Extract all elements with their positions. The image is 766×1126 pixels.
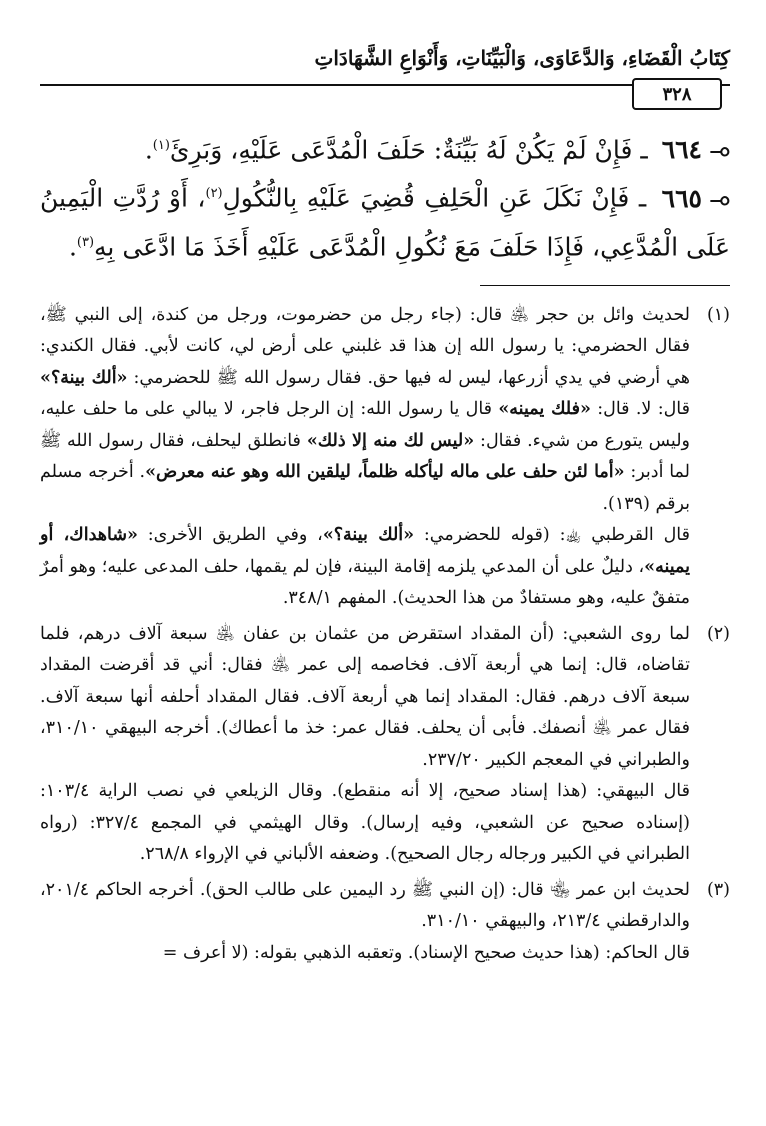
main-text xyxy=(40,124,730,269)
footnote-divider xyxy=(480,285,730,286)
book-page xyxy=(40,40,730,1100)
footnote-body xyxy=(40,619,690,871)
entry-number: ٦٦٤ xyxy=(661,135,702,165)
page-header xyxy=(40,40,730,110)
footnote-paragraph: قال الحاكم: (هذا حديث صحيح الإسناد). وتعقبه الذهبي بقوله: (لا أعرف = xyxy=(162,942,690,963)
entry-marker-icon: ⟜ xyxy=(709,135,730,165)
footnote-body xyxy=(40,875,690,970)
entry-tail: . xyxy=(68,231,77,261)
footnote-text: . أخرجه مسلم برقم (١٣٩). xyxy=(40,462,690,514)
footnote-number: (١) xyxy=(706,304,730,325)
entry-665 xyxy=(40,172,730,269)
footnote-quote: «ليس لك منه إلا ذلك» xyxy=(306,430,475,451)
entry-664 xyxy=(40,124,730,172)
footnote-1 xyxy=(40,300,730,615)
footnote-quote: «فلك يمينه» xyxy=(498,399,591,420)
page-number-box xyxy=(632,78,722,110)
footnote-ref: (٢) xyxy=(205,186,223,202)
entry-marker-icon: ⟜ xyxy=(709,183,730,213)
footnote-paragraph: قال البيهقي: (هذا إسناد صحيح، إلا أنه منقطع). وقال الزيلعي في نصب الراية ١٠٣/٤: (إسناده صحيح عن الشعبي، وفيه إرسال). وقال الهيثمي في المجمع ٣٢٧/٤: (رواه الطبراني في الكبير ورجاله رجال الصحيح). وضعفه الألباني في الإرواء ٢٦٨/٨. xyxy=(40,781,690,865)
entry-text: ـ فَإِنْ نَكَلَ عَنِ الْحَلِفِ قُضِيَ عَلَيْهِ بِالنُّكُولِ xyxy=(222,183,647,213)
entry-text: ـ فَإِنْ لَمْ يَكُنْ لَهُ بَيِّنَةٌ: حَلَفَ الْمُدَّعَى عَلَيْهِ، وَبَرِئَ xyxy=(169,135,648,165)
footnote-quote: «ألك بينة؟» xyxy=(40,367,128,388)
footnote-quote: «أما لئن حلف على ماله ليأكله ظلماً، ليلقين الله وهو عنه معرض» xyxy=(145,462,625,483)
footnote-quote: «شاهداك، أو يمينه» xyxy=(40,525,690,577)
footnote-ref: (٣) xyxy=(76,234,95,250)
footnote-paragraph: لما روى الشعبي: (أن المقداد استقرض من عثمان بن عفان ﵁ سبعة آلاف درهم، فلما تقاضاه، قال: إنما هي أربعة آلاف. فخاصمه إلى عمر ﵁ فقال: أني قد أقرضت المقداد سبعة آلاف درهم. فقال: المقداد إنما هي أربعة آلاف. فقال المقداد أحلفه أنها سبعة آلاف. فقال عمر ﵁ أنصفك. فأبى أن يحلف. فقال عمر: خذ ما أعطاك). أخرجه البيهقي ٣١٠/١٠، والطبراني في المعجم الكبير ٢٣٧/٢٠. xyxy=(40,623,690,770)
entry-text: ، أَوْ رُدَّتِ الْيَمِينُ عَلَى الْمُدَّعِي، فَإِذَا حَلَفَ مَعَ نُكُولِ الْمُدَّعَى عَلَيْهِ أَخَذَ مَا ادَّعَى بِهِ xyxy=(40,183,730,261)
footnote-3 xyxy=(40,875,730,970)
footnote-text: قال القرطبي ﵀: (قوله للحضرمي: xyxy=(414,525,690,546)
footnote-text: ، دليلٌ على أن المدعي يلزمه إقامة البينة، فإن لم يقمها، حلف المدعى عليه؛ وهو أمرٌ متفقٌ عليه، وهو مستفادٌ من هذا الحديث). المفهم ٣٤٨/١. xyxy=(40,556,690,609)
footnote-text: فانطلق ليحلف، فقال رسول الله ﷺ لما أدبر: xyxy=(40,430,690,483)
footnote-number: (٣) xyxy=(706,879,730,900)
footnote-paragraph xyxy=(40,520,690,615)
footnote-text: ، وفي الطريق الأخرى: xyxy=(137,525,323,546)
entry-tail: . xyxy=(144,135,153,165)
chapter-title: كِتَابُ الْقَضَاءِ، وَالدَّعَاوَى، وَالْبَيِّنَاتِ، وَأَنْوَاعِ الشَّهَادَاتِ xyxy=(314,46,730,70)
page-number: ٣٢٨ xyxy=(662,83,692,105)
footnote-number: (٢) xyxy=(706,623,730,644)
entry-number: ٦٦٥ xyxy=(661,183,702,213)
footnote-text: قال يا رسول الله: إن الرجل فاجر، لا يبالي على ما حلف عليه، وليس يتورع من شيء. فقال: xyxy=(40,399,690,451)
footnote-text: لحديث وائل بن حجر ﵁ قال: (جاء رجل من حضرموت، ورجل من كندة، إلى النبي ﷺ، فقال الحضرمي: يا رسول الله إن هذا قد غلبني على أرض لي، كانت لأبي. فقال الكندي: هي أرضي في يدي أزرعها، ليس له فيها حق. فقال رسول الله ﷺ للحضرمي: xyxy=(40,304,691,388)
footnote-text: قال: لا. قال: xyxy=(590,399,690,420)
footnote-quote: «ألك بينة؟» xyxy=(322,525,415,546)
header-rule xyxy=(40,84,730,86)
footnote-paragraph xyxy=(40,300,690,521)
footnote-body xyxy=(40,300,690,615)
footnotes xyxy=(40,300,730,970)
footnote-paragraph: لحديث ابن عمر ﵄ قال: (إن النبي ﷺ رد اليمين على طالب الحق). أخرجه الحاكم ٢٠١/٤، والدارقطني ٢١٣/٤، والبيهقي ٣١٠/١٠. xyxy=(40,879,690,932)
footnote-2 xyxy=(40,619,730,871)
footnote-ref: (١) xyxy=(152,138,170,153)
